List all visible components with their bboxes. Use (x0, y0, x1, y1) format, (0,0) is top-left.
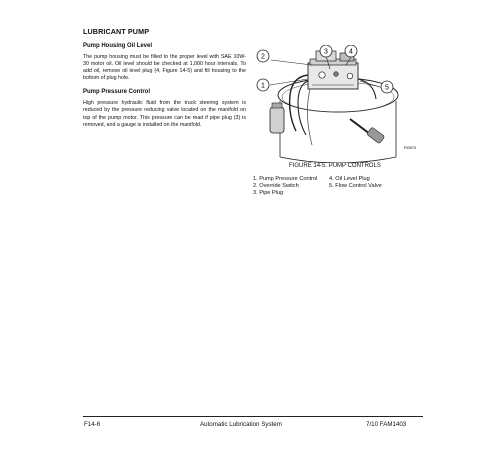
callout-2-label: 2 (261, 53, 265, 61)
subsection-heading-pressure-control: Pump Pressure Control (83, 89, 151, 96)
footer-divider (83, 416, 423, 417)
section-title: LUBRICANT PUMP (83, 27, 150, 36)
legend-column-2 (329, 176, 382, 190)
figure-caption: FIGURE 14-5. PUMP CONTROLS (289, 163, 381, 169)
pump-illustration (250, 45, 420, 163)
paragraph-pressure-control: High pressure hydraulic fluid from the truck steering system is reduced by the pressure reducing valve located on the manifold on top of the pump motor. This pressure can be read if pipe plug (3) is removed, and a gauge is installed on the manifold. (83, 100, 246, 128)
footer-page-id: F14-6 (84, 421, 101, 428)
callout-4-label: 4 (349, 48, 353, 56)
legend-item: 1. Pump Pressure Control (253, 176, 318, 182)
callout-5-label: 5 (385, 84, 389, 92)
callout-3-label: 3 (324, 48, 328, 56)
paragraph-oil-level: The pump housing must be filled to the proper level with SAE 10W-30 motor oil. Oil level should be checked at 1,000 hour intervals. To add oil, remove oil level plug (4, Figure 14-5) and fill housing to the bottom of plug hole. (83, 54, 246, 82)
legend-column-1 (253, 176, 317, 198)
subsection-heading-oil-level: Pump Housing Oil Level (83, 43, 153, 49)
legend-item: 2. Override Switch (253, 183, 299, 190)
legend-item: 5. Flow Control Valve (329, 183, 382, 190)
figure-ref-code: F03970 (403, 146, 416, 150)
text-column (83, 27, 246, 136)
pump-controls-figure (250, 45, 420, 163)
callout-1-label: 1 (261, 82, 265, 90)
legend-item: 3. Pipe Plug (253, 190, 284, 197)
footer-date-code: 7/10 FAM1403 (366, 421, 407, 428)
footer-chapter-title: Automatic Lubrication System (200, 421, 282, 428)
legend-item: 4. Oil Level Plug (329, 176, 370, 182)
